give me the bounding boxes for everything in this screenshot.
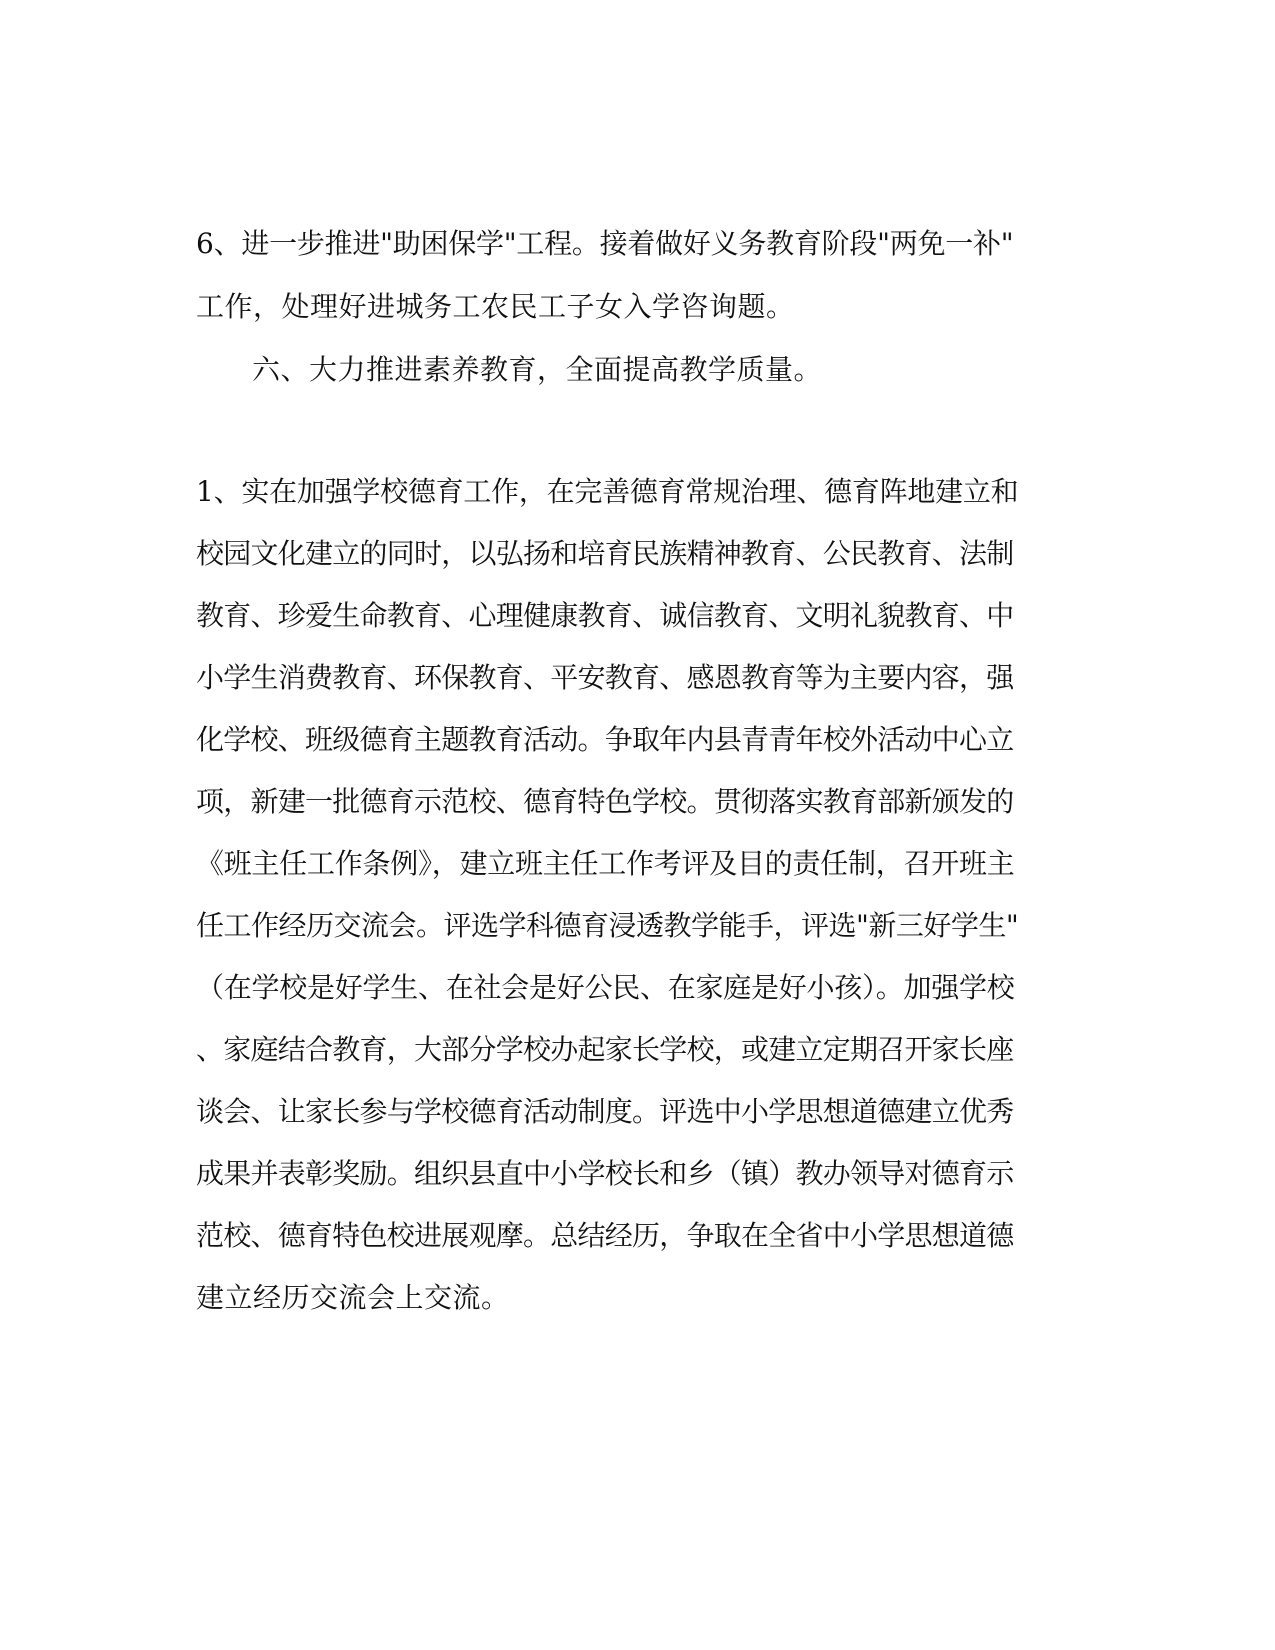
item1-line-7: 《班主任工作条例》，建立班主任工作考评及目的责任制，召开班主: [196, 847, 1015, 880]
item1-line-11: 谈会、让家长参与学校德育活动制度。评选中小学思想道德建立优秀: [196, 1095, 1014, 1128]
item1-line-9: （在学校是好学生、在社会是好公民、在家庭是好小孩）。加强学校: [196, 971, 1015, 1004]
item1-line-1: 1、实在加强学校德育工作，在完善德育常规治理、德育阵地建立和: [196, 475, 1019, 508]
item1-line-13: 范校、德育特色校进展观摩。总结经历，争取在全省中小学思想道德: [196, 1219, 1014, 1252]
item1-line-14: 建立经历交流会上交流。: [196, 1281, 510, 1314]
section-heading: 六、大力推进素养教育，全面提高教学质量。: [252, 353, 823, 386]
item1-line-6: 项，新建一批德育示范校、德育特色学校。贯彻落实教育部新颁发的: [196, 785, 1014, 818]
item1-line-10: 、家庭结合教育，大部分学校办起家长学校，或建立定期召开家长座: [196, 1033, 1014, 1066]
item1-line-8: 任工作经历交流会。评选学科德育浸透教学能手，评选"新三好学生": [196, 909, 1019, 942]
item1-line-3: 教育、珍爱生命教育、心理健康教育、诚信教育、文明礼貌教育、中: [196, 599, 1014, 632]
item1-line-12: 成果并表彰奖励。组织县直中小学校长和乡（镇）教办领导对德育示: [196, 1157, 1014, 1190]
item1-line-4: 小学生消费教育、环保教育、平安教育、感恩教育等为主要内容，强: [196, 661, 1014, 694]
item6-line-2: 工作，处理好进城务工农民工子女入学咨询题。: [196, 290, 795, 323]
item1-line-2: 校园文化建立的同时，以弘扬和培育民族精神教育、公民教育、法制: [196, 537, 1014, 570]
item6-line-1: 6、进一步推进"助困保学"工程。接着做好义务教育阶段"两免一补": [196, 227, 1014, 260]
item1-line-5: 化学校、班级德育主题教育活动。争取年内县青青年校外活动中心立: [196, 723, 1014, 756]
